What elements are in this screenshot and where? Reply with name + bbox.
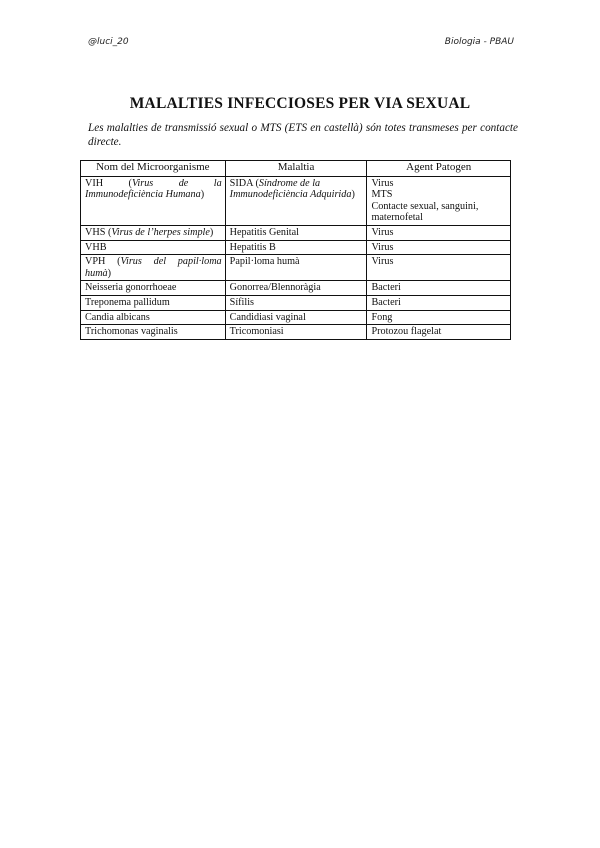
table-row: [81, 325, 511, 340]
agent-line: Bacteri: [371, 296, 401, 308]
organism-full-name: Virus de la Immunodeficiència Humana: [85, 177, 222, 201]
agent-line: Virus: [371, 256, 394, 268]
agent-line: Virus: [371, 241, 394, 253]
agent-line: MTS: [371, 189, 393, 201]
cell-disease: [225, 295, 367, 310]
cell-disease: [225, 281, 367, 296]
cell-disease: [225, 310, 367, 325]
organism-name: VHB: [85, 241, 107, 253]
cell-agent: [367, 295, 511, 310]
agent-line: Fong: [371, 311, 393, 323]
cell-organism: [81, 281, 226, 296]
organism-name: Neisseria gonorrhoeae: [85, 282, 177, 294]
cell-organism: [81, 325, 226, 340]
cell-agent: [367, 281, 511, 296]
table-row: [81, 176, 511, 225]
cell-disease: [225, 225, 367, 240]
disease-name: Sífilis: [229, 296, 255, 308]
intro-paragraph: Les malalties de transmissió sexual o MTS (ETS en castellà) són totes transmeses per contacte directe.: [88, 122, 518, 148]
cell-agent: [367, 310, 511, 325]
table-row: [81, 225, 511, 240]
agent-line: Virus: [371, 226, 394, 238]
cell-disease: [225, 240, 367, 255]
organism-name: Treponema pallidum: [85, 296, 170, 308]
organism-name: VHS: [85, 226, 106, 238]
disease-name: Tricomoniasi: [229, 326, 284, 338]
header-subject: Biologia - PBAU: [444, 37, 514, 47]
table-row: [81, 255, 511, 281]
cell-organism: [81, 295, 226, 310]
cell-organism: [81, 240, 226, 255]
table-header-row: [81, 161, 511, 177]
organism-name: VPH: [85, 256, 106, 268]
organism-name: VIH: [85, 177, 104, 189]
cell-agent: [367, 240, 511, 255]
cell-organism: VPH (Virus del papil·loma humà): [81, 255, 226, 281]
cell-agent: [367, 176, 511, 225]
table-body: [81, 176, 511, 339]
cell-agent: [367, 325, 511, 340]
organism-full-name: Virus de l’herpes simple: [111, 226, 210, 238]
cell-organism: [81, 310, 226, 325]
organism-full-name: Virus del papil·loma humà: [85, 256, 222, 279]
disease-name: Candidiasi vaginal: [229, 311, 306, 323]
agent-line: Contacte sexual, sanguini, maternofetal: [371, 200, 479, 224]
cell-agent: [367, 255, 511, 281]
cell-disease: [225, 255, 367, 281]
disease-name: Hepatitis Genital: [229, 226, 299, 238]
disease-name: SIDA: [229, 177, 253, 189]
table-row: [81, 310, 511, 325]
header-author: @luci_20: [88, 37, 129, 47]
cell-disease: SIDA (Síndrome de la Immunodeficiència Adquirida): [225, 176, 367, 225]
std-table: [80, 160, 511, 340]
cell-organism: VHS (Virus de l’herpes simple): [81, 225, 226, 240]
disease-full-name: Síndrome de la Immunodeficiència Adquirida: [229, 177, 352, 201]
disease-name: Gonorrea/Blennoràgia: [229, 282, 321, 294]
agent-line: Bacteri: [371, 282, 401, 294]
agent-line: Protozou flagelat: [371, 326, 442, 338]
table-row: [81, 281, 511, 296]
page-title: MALALTIES INFECCIOSES PER VIA SEXUAL: [129, 95, 471, 112]
column-header-agent: Agent Patogen: [367, 161, 511, 177]
organism-name: Candia albicans: [85, 311, 150, 323]
disease-name: Hepatitis B: [229, 241, 276, 253]
table-row: [81, 295, 511, 310]
organism-name: Trichomonas vaginalis: [85, 326, 178, 338]
table-row: [81, 240, 511, 255]
cell-organism: VIH (Virus de la Immunodeficiència Humana): [81, 176, 226, 225]
cell-disease: [225, 325, 367, 340]
column-header-organism: Nom del Microorganisme: [81, 161, 226, 177]
disease-name: Papil·loma humà: [229, 256, 300, 268]
cell-agent: [367, 225, 511, 240]
column-header-disease: Malaltia: [225, 161, 367, 177]
agent-line: Virus: [371, 177, 394, 189]
